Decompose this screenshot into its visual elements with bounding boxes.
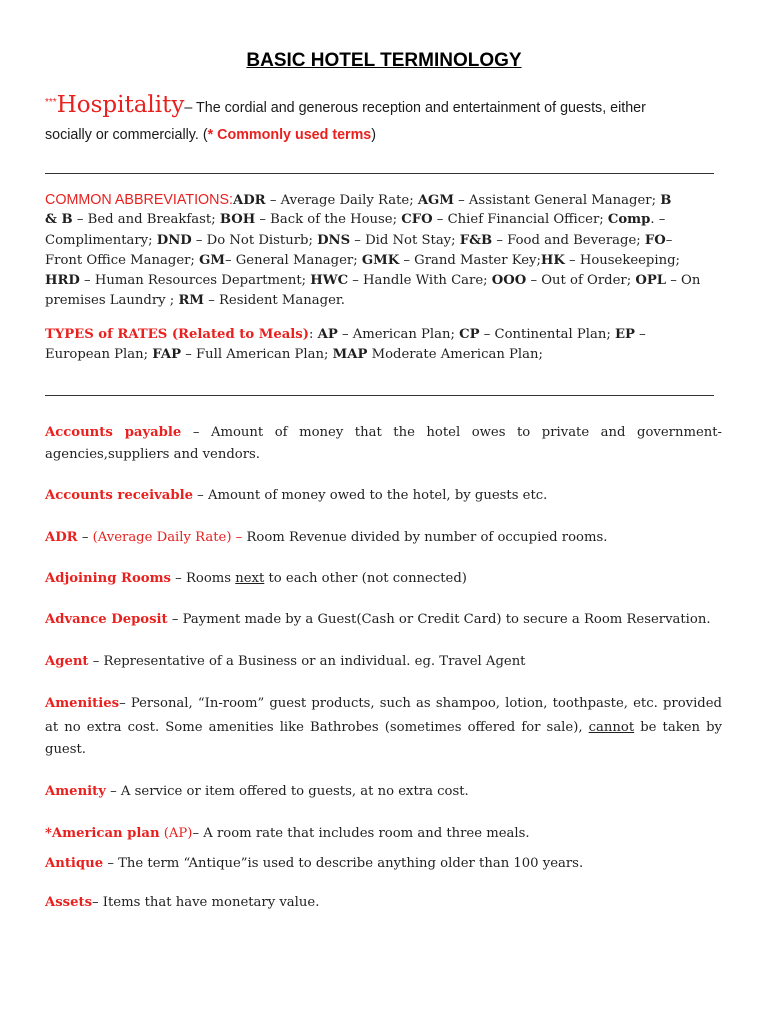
def-amenities-3: guest. xyxy=(45,742,86,757)
abbreviations-key: F&B xyxy=(459,233,493,248)
term-amenity: Amenity xyxy=(45,784,106,799)
abbreviations-value: – Back of the House; xyxy=(255,212,402,227)
abbreviations-key: & B xyxy=(45,212,73,227)
abbreviations-key: B xyxy=(660,193,672,208)
rates-value: – American Plan; xyxy=(337,327,460,342)
def-amenities-1: – Personal, “In-room” guest products, such as shampoo, lotion, toothpaste, etc. provided xyxy=(119,696,722,711)
entry-accounts-payable xyxy=(45,425,722,440)
abbreviations-value: – Do Not Disturb; xyxy=(191,233,318,248)
rates-value: European Plan; xyxy=(45,347,153,362)
def-american-plan: – A room rate that includes room and three meals. xyxy=(192,826,530,841)
abbrev-items-5 xyxy=(45,273,700,288)
abbreviations-value: – Housekeeping; xyxy=(564,253,680,268)
abbreviations-key: CFO xyxy=(401,212,433,227)
abbreviations-value: Front Office Manager; xyxy=(45,253,200,268)
rates-heading: TYPES of RATES (Related to Meals) xyxy=(45,327,309,342)
entry-assets xyxy=(45,895,319,910)
abbreviations-value: – Chief Financial Officer; xyxy=(432,212,608,227)
def-amenities-underlined: cannot xyxy=(588,720,635,735)
abbrev-items-4 xyxy=(45,253,680,268)
abbreviations-value: – xyxy=(665,233,673,248)
entry-amenities xyxy=(45,696,722,711)
abbreviations-value: Complimentary; xyxy=(45,233,157,248)
term-american-plan: *American plan xyxy=(45,826,160,841)
rates-line-1 xyxy=(45,327,646,342)
entry-antique xyxy=(45,856,583,871)
def-accounts-payable-1: – Amount of money that the hotel owes to private and government- xyxy=(181,425,722,440)
abbreviations-value: – On xyxy=(666,273,701,288)
abbreviations-value: – Did Not Stay; xyxy=(350,233,460,248)
commonly-used-note: * Commonly used terms xyxy=(207,127,372,143)
rates-line-2 xyxy=(45,347,543,362)
def-amenities-2b: be taken by xyxy=(634,720,722,735)
page-title: BASIC HOTEL TERMINOLOGY xyxy=(246,50,522,71)
abbreviations-key: GMK xyxy=(361,253,400,268)
abbrev-line-2 xyxy=(45,212,665,227)
term-accounts-payable: Accounts payable xyxy=(45,425,182,440)
entry-american-plan xyxy=(45,826,530,841)
def-adjoining-a: – Rooms xyxy=(170,571,236,586)
abbrev-items-3 xyxy=(45,233,672,248)
rates-key: FAP xyxy=(152,347,181,362)
rates-items-2 xyxy=(45,347,543,362)
abbreviations-key: HRD xyxy=(45,273,80,288)
rates-key: AP xyxy=(317,327,338,342)
abbreviations-value: – Grand Master Key; xyxy=(399,253,541,268)
entry-amenity xyxy=(45,784,469,799)
def-accounts-payable-2: agencies,suppliers and vendors. xyxy=(45,447,260,462)
abbreviations-key: DND xyxy=(156,233,192,248)
term-agent: Agent xyxy=(45,654,89,669)
abbreviations-value: – Out of Order; xyxy=(526,273,636,288)
abbreviations-key: HWC xyxy=(310,273,349,288)
term-assets: Assets xyxy=(45,895,92,910)
hospitality-definition-1: – The cordial and generous reception and entertainment of guests, either xyxy=(184,100,646,116)
american-plan-abbrev: (AP) xyxy=(159,826,193,841)
abbreviations-key: FO xyxy=(644,233,666,248)
rates-key: EP xyxy=(615,327,635,342)
hospitality-term: Hospitality xyxy=(56,92,185,118)
adr-expansion: (Average Daily Rate) – xyxy=(92,530,243,545)
term-adr: ADR xyxy=(45,530,78,545)
abbreviations-key: DNS xyxy=(317,233,351,248)
abbreviations-key: OOO xyxy=(491,273,527,288)
def-adr: Room Revenue divided by number of occupied rooms. xyxy=(242,530,608,545)
term-accounts-receivable: Accounts receivable xyxy=(45,488,193,503)
entry-advance-deposit xyxy=(45,612,711,627)
abbreviations-value: – Assistant General Manager; xyxy=(453,193,661,208)
abbrev-items-2 xyxy=(45,212,665,227)
entry-adr xyxy=(45,530,607,545)
term-antique: Antique xyxy=(45,856,104,871)
entry-amenities-end xyxy=(45,742,86,757)
hospitality-definition-2: socially or commercially. ( xyxy=(45,127,208,143)
rates-key: CP xyxy=(459,327,480,342)
def-agent: – Representative of a Business or an individual. eg. Travel Agent xyxy=(88,654,526,669)
rates-value: : xyxy=(308,327,318,342)
abbreviations-value: – Resident Manager. xyxy=(204,293,345,308)
asterisks: *** xyxy=(45,97,57,108)
abbrev-items-1 xyxy=(233,193,671,208)
divider-1 xyxy=(45,173,714,174)
rates-items-1 xyxy=(309,327,646,342)
def-assets: – Items that have monetary value. xyxy=(92,895,320,910)
abbrev-line-3 xyxy=(45,233,672,248)
abbreviations-value: – General Manager; xyxy=(224,253,362,268)
abbreviations-key: RM xyxy=(178,293,204,308)
abbreviations-key: AGM xyxy=(417,193,454,208)
hospitality-line-1 xyxy=(45,92,646,118)
entry-amenities-cont xyxy=(45,720,722,735)
entry-agent xyxy=(45,654,525,669)
abbreviations-value: – Average Daily Rate; xyxy=(265,193,418,208)
abbrev-line-6 xyxy=(45,293,345,308)
abbreviations-key: BOH xyxy=(219,212,256,227)
abbreviations-value: . – xyxy=(650,212,666,227)
abbrev-line-1 xyxy=(45,192,671,208)
abbreviations-key: Comp xyxy=(607,212,651,227)
abbreviations-key: GM xyxy=(199,253,225,268)
hospitality-line-2 xyxy=(45,127,376,143)
abbrev-heading: COMMON ABBREVIATIONS: xyxy=(45,192,234,208)
adr-dash: – xyxy=(77,530,93,545)
abbreviations-value: – Human Resources Department; xyxy=(79,273,311,288)
def-amenity: – A service or item offered to guests, at no extra cost. xyxy=(105,784,469,799)
abbrev-items-6 xyxy=(45,293,345,308)
rates-value: – Full American Plan; xyxy=(181,347,333,362)
entry-accounts-receivable xyxy=(45,488,547,503)
def-adjoining-underlined: next xyxy=(235,571,265,586)
entry-adjoining-rooms xyxy=(45,571,467,586)
abbrev-line-5 xyxy=(45,273,700,288)
abbreviations-value: – Bed and Breakfast; xyxy=(72,212,220,227)
abbreviations-value: – Food and Beverage; xyxy=(492,233,645,248)
def-antique: – The term “Antique”is used to describe anything older than 100 years. xyxy=(103,856,584,871)
abbreviations-value: premises Laundry ; xyxy=(45,293,179,308)
entry-accounts-payable-cont xyxy=(45,447,260,462)
divider-2 xyxy=(45,395,714,396)
rates-key: MAP xyxy=(332,347,368,362)
rates-value: – Continental Plan; xyxy=(479,327,615,342)
abbrev-line-4 xyxy=(45,253,680,268)
def-advance-deposit: – Payment made by a Guest(Cash or Credit Card) to secure a Room Reservation. xyxy=(167,612,711,627)
term-amenities: Amenities xyxy=(45,696,120,711)
term-advance-deposit: Advance Deposit xyxy=(45,612,168,627)
hospitality-definition-3: ) xyxy=(371,127,377,143)
rates-value: – xyxy=(634,327,646,342)
term-adjoining-rooms: Adjoining Rooms xyxy=(45,571,171,586)
def-adjoining-b: to each other (not connected) xyxy=(264,571,467,586)
abbreviations-key: OPL xyxy=(635,273,667,288)
rates-value: Moderate American Plan; xyxy=(367,347,543,362)
abbreviations-value: – Handle With Care; xyxy=(348,273,492,288)
abbreviations-key: HK xyxy=(540,253,565,268)
abbreviations-key: ADR xyxy=(233,193,266,208)
def-amenities-2a: at no extra cost. Some amenities like Bathrobes (sometimes offered for sale), xyxy=(45,720,589,735)
def-accounts-receivable: – Amount of money owed to the hotel, by guests etc. xyxy=(192,488,548,503)
